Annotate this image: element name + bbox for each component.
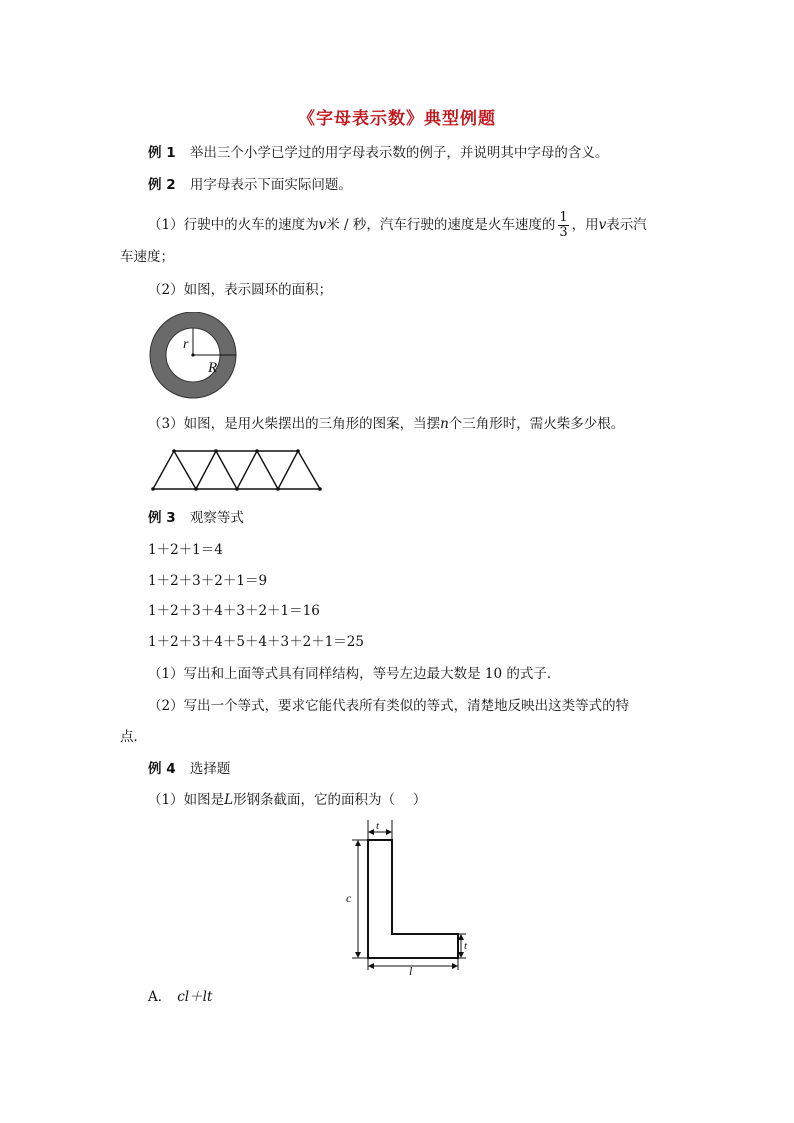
equation-2: 1＋2＋3＋2＋1＝9 bbox=[148, 573, 268, 589]
label-c: c bbox=[346, 891, 352, 905]
example-2-label: 例 2 bbox=[148, 177, 176, 193]
example-4-question-1: （1）如图是L形钢条截面，它的面积为（ ） bbox=[148, 792, 427, 808]
label-right-t: t bbox=[464, 940, 468, 952]
example-3-question-1: （1）写出和上面等式具有同样结构，等号左边最大数是 10 的式子． bbox=[148, 666, 561, 682]
fraction-one-third: $\frac{1}{3}$ bbox=[559, 210, 568, 240]
slanted-matchsticks bbox=[153, 451, 320, 489]
matchstick-triangles-figure bbox=[148, 446, 326, 494]
equation-4: 1＋2＋3＋4＋5＋4＋3＋2＋1＝25 bbox=[148, 634, 364, 650]
label-r: r bbox=[183, 337, 189, 352]
equation-3: 1＋2＋3＋4＋3＋2＋1＝16 bbox=[148, 603, 320, 619]
example-1 bbox=[148, 143, 608, 163]
page-title: 《字母表示数》典型例题 bbox=[298, 109, 496, 129]
example-3-text: 观察等式 bbox=[189, 510, 244, 526]
example-2-question-3: （3）如图，是用火柴摆出的三角形的图案，当摆n个三角形时，需火柴多少根。 bbox=[148, 416, 625, 432]
l-shape bbox=[368, 840, 458, 958]
annulus-figure bbox=[148, 312, 244, 402]
l-section-figure bbox=[340, 818, 480, 976]
var-n: n bbox=[440, 416, 449, 432]
example-2-text: 用字母表示下面实际问题。 bbox=[189, 177, 352, 193]
var-v: v bbox=[318, 217, 327, 233]
option-a bbox=[148, 987, 212, 1007]
example-4-label: 例 4 bbox=[148, 761, 176, 777]
option-a-text: cl＋lt bbox=[177, 989, 213, 1005]
example-1-text: 举出三个小学已学过的用字母表示数的例子，并说明其中字母的含义。 bbox=[189, 145, 609, 161]
example-3-label: 例 3 bbox=[148, 510, 176, 526]
equation-1: 1＋2＋1＝4 bbox=[148, 542, 223, 558]
example-2-question-2: （2）如图，表示圆环的面积； bbox=[148, 282, 333, 298]
example-3-question-2: （2）写出一个等式，要求它能代表所有类似的等式，清楚地反映出这类等式的特 bbox=[148, 698, 630, 714]
example-4-text: 选择题 bbox=[189, 761, 231, 777]
center-point bbox=[191, 353, 194, 356]
var-v: v bbox=[598, 217, 607, 233]
example-2-question-1: （1）行驶中的火车的速度为v米 / 秒，汽车行驶的速度是火车速度的 $\frac{1}{3}$ ，用v表示汽 bbox=[148, 210, 647, 240]
example-3-question-2-cont: 点． bbox=[120, 729, 147, 745]
label-R: R bbox=[208, 360, 218, 376]
label-l: l bbox=[409, 964, 413, 976]
example-2-question-1-cont: 车速度； bbox=[120, 249, 174, 265]
var-L: L bbox=[224, 792, 234, 808]
option-a-label: A． bbox=[148, 989, 172, 1005]
example-2 bbox=[148, 175, 352, 195]
example-3 bbox=[148, 508, 244, 528]
example-4 bbox=[148, 759, 230, 779]
example-1-label: 例 1 bbox=[148, 145, 176, 161]
label-top-t: t bbox=[376, 820, 380, 832]
